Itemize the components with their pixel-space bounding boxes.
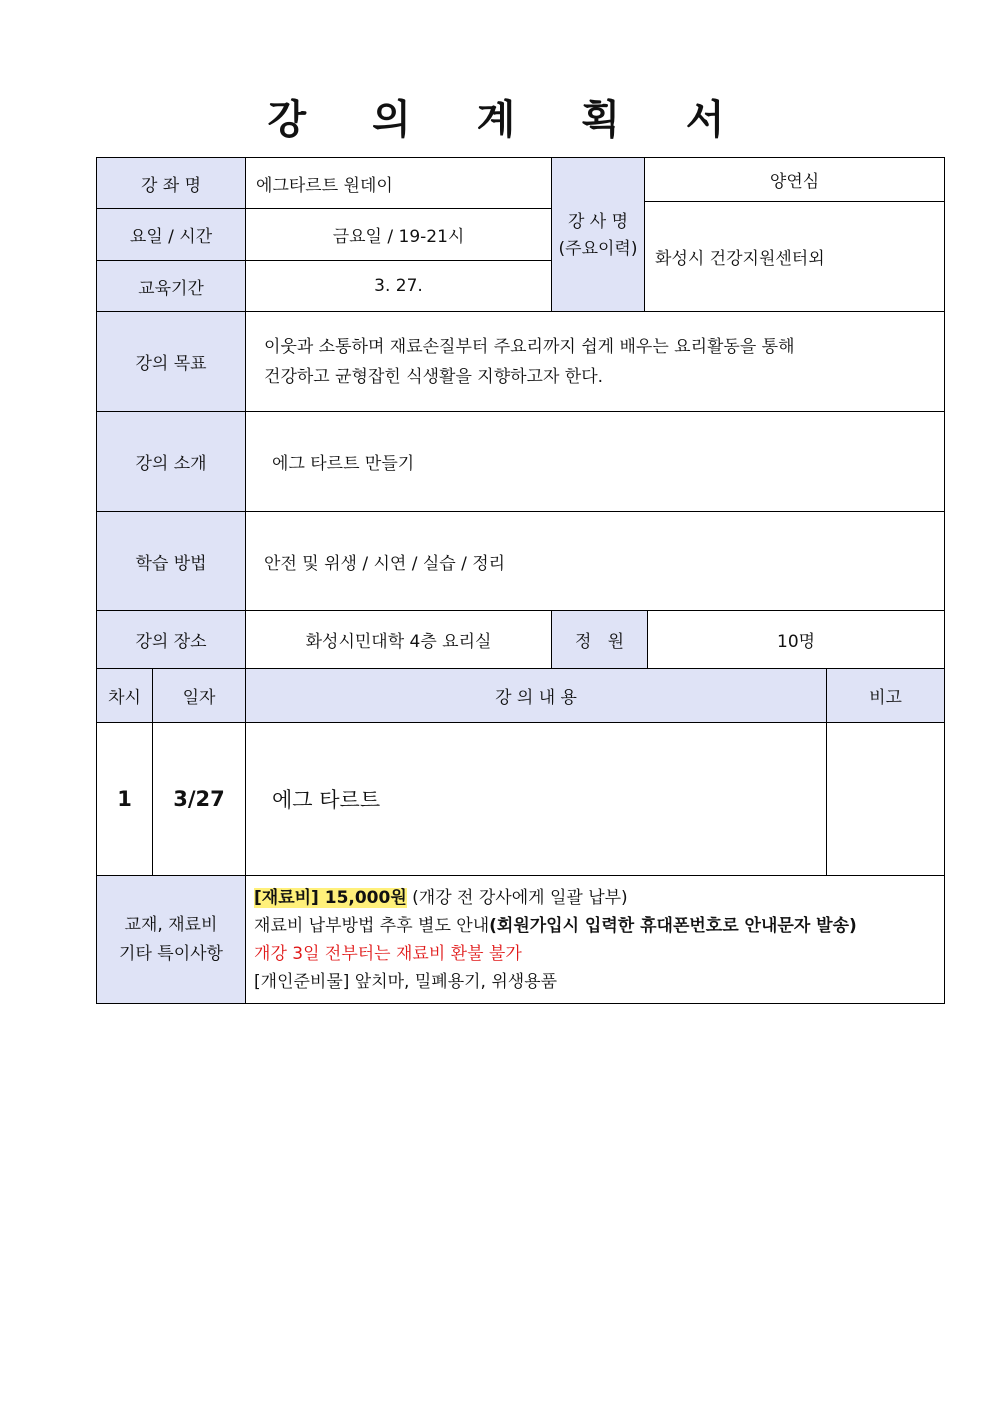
period-value: 3. 27. [246, 261, 552, 312]
place-label: 강의 장소 [97, 611, 246, 669]
session-date-header: 일자 [153, 669, 246, 723]
prep-line: [개인준비물] 앞치마, 밀폐용기, 위생용품 [254, 971, 558, 992]
course-name-label: 강 좌 명 [97, 158, 246, 209]
method-label: 학습 방법 [97, 512, 246, 611]
notes-label [97, 876, 246, 1004]
capacity-label: 정 원 [552, 611, 648, 669]
notes-label-line1: 교재, 재료비 [124, 914, 218, 935]
payment-line [254, 912, 936, 940]
goal-line-2: 건강하고 균형잡힌 식생활을 지향하고자 한다. [264, 366, 604, 387]
table-row [97, 723, 945, 876]
schedule-value: 금요일 / 19-21시 [246, 209, 552, 261]
course-name-value: 에그타르트 원데이 [246, 158, 552, 209]
lecture-plan-table [96, 157, 945, 1004]
capacity-value: 10명 [648, 611, 945, 669]
payment-part1: 재료비 납부방법 추후 별도 안내 [254, 915, 490, 936]
fee-line [254, 884, 936, 912]
notes-content [246, 876, 945, 1004]
instructor-label [552, 158, 645, 312]
session-content-header: 강 의 내 용 [246, 669, 827, 723]
goal-line-1: 이웃과 소통하며 재료손질부터 주요리까지 쉽게 배우는 요리활동을 통해 [264, 336, 795, 357]
session-remark-header: 비고 [827, 669, 945, 723]
method-value: 안전 및 위생 / 시연 / 실습 / 정리 [246, 512, 945, 611]
session-date: 3/27 [153, 723, 246, 876]
session-remark [827, 723, 945, 876]
schedule-label: 요일 / 시간 [97, 209, 246, 261]
instructor-label-line1: 강 사 명 [567, 211, 629, 232]
goal-label: 강의 목표 [97, 312, 246, 412]
session-no: 1 [97, 723, 153, 876]
goal-text [246, 312, 945, 412]
session-content: 에그 타르트 [246, 723, 827, 876]
refund-line: 개강 3일 전부터는 재료비 환불 불가 [254, 943, 522, 964]
intro-value: 에그 타르트 만들기 [246, 412, 945, 512]
session-no-header: 차시 [97, 669, 153, 723]
instructor-name: 양연심 [645, 158, 945, 202]
instructor-career: 화성시 건강지원센터외 [645, 202, 945, 312]
instructor-label-line2: (주요이력) [558, 238, 638, 259]
fee-highlight: [재료비] 15,000원 [254, 887, 407, 908]
fee-rest: (개강 전 강사에게 일괄 납부) [406, 887, 628, 908]
document-title: 강 의 계 획 서 [267, 97, 751, 143]
intro-label: 강의 소개 [97, 412, 246, 512]
period-label: 교육기간 [97, 261, 246, 312]
place-value: 화성시민대학 4층 요리실 [246, 611, 552, 669]
notes-label-line2: 기타 특이사항 [119, 943, 223, 964]
payment-part2: (회원가입시 입력한 휴대폰번호로 안내문자 발송) [489, 915, 857, 936]
